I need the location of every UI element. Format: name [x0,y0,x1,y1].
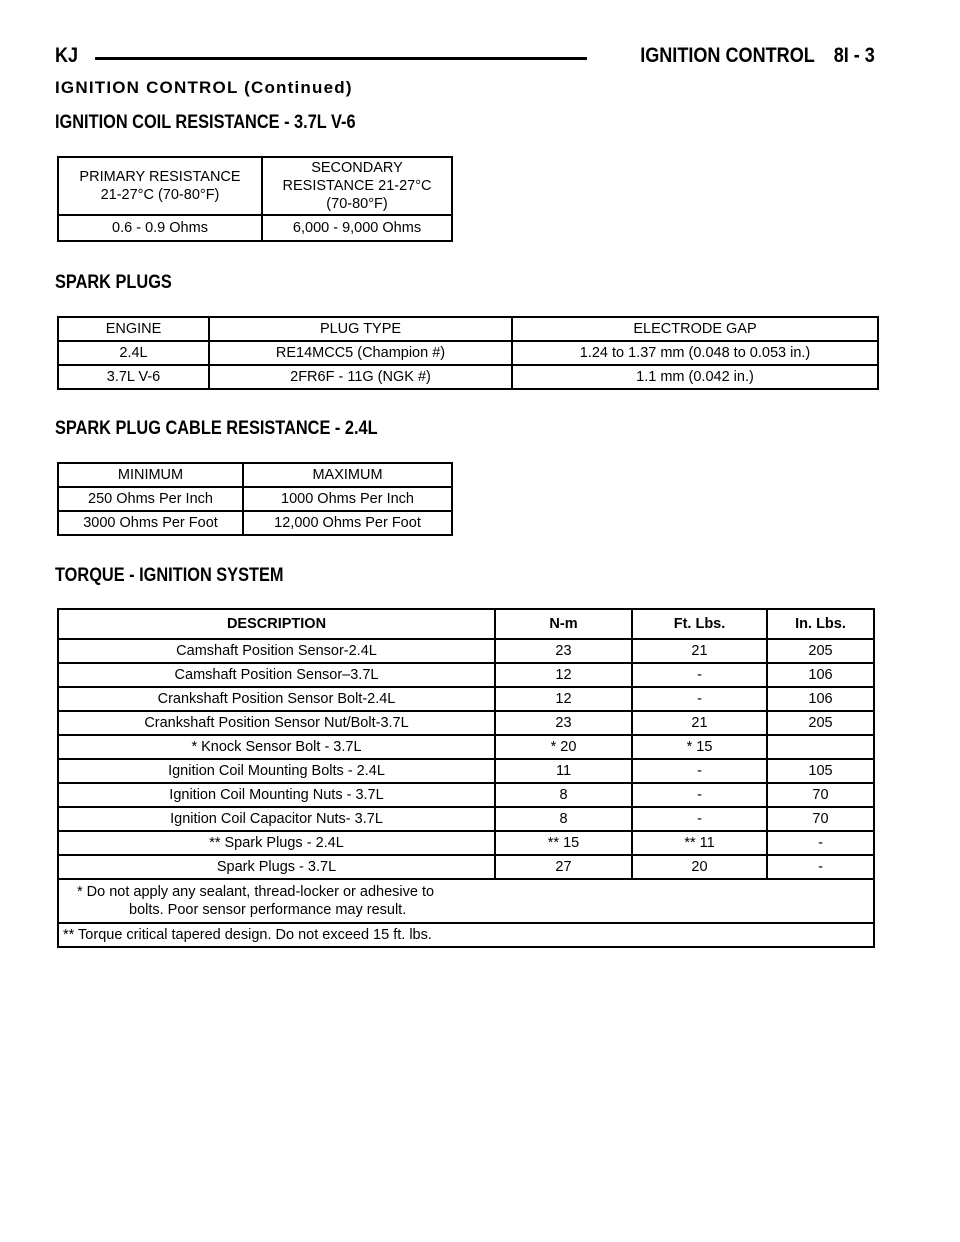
table-row [58,215,452,241]
table-cell: - [767,831,874,855]
header-cell: MAXIMUM [243,463,452,487]
cell-line: RESISTANCE 21-27°C [282,178,432,194]
torque-table [57,608,875,948]
table-row [58,639,874,663]
table-cell: 0.6 - 0.9 Ohms [58,215,262,241]
continued-title: IGNITION CONTROL (Continued) [55,78,353,97]
table-cell: 105 [767,759,874,783]
table-row [58,487,452,511]
header-cell: In. Lbs. [767,609,874,639]
table-cell: 106 [767,687,874,711]
table-cell: - [632,807,767,831]
header-cell: ENGINE [58,317,209,341]
header-cell: ELECTRODE GAP [512,317,878,341]
note-line: * Do not apply any sealant, thread-locker or adhesive to [77,884,435,900]
table-cell: Ignition Coil Capacitor Nuts- 3.7L [58,807,495,831]
header-cell [58,157,262,215]
table-cell: RE14MCC5 (Champion #) [209,341,512,365]
table-cell: 27 [495,855,632,879]
header-cell: Ft. Lbs. [632,609,767,639]
table-header-row [58,609,874,639]
header-page-number: 8I - 3 [833,44,875,67]
header-cell: PLUG TYPE [209,317,512,341]
table-row [58,341,878,365]
table-row [58,831,874,855]
table-cell: 70 [767,783,874,807]
table-cell [767,735,874,759]
table-cell: Crankshaft Position Sensor Nut/Bolt-3.7L [58,711,495,735]
page-header [55,44,875,72]
table-header-row [58,463,452,487]
torque-section-title: TORQUE - IGNITION SYSTEM [55,565,284,586]
table-row [58,783,874,807]
table-cell: 6,000 - 9,000 Ohms [262,215,452,241]
table-cell: - [632,663,767,687]
note-cell [58,879,874,923]
table-cell: ** Spark Plugs - 2.4L [58,831,495,855]
table-row [58,735,874,759]
table-cell: 8 [495,783,632,807]
table-cell: 23 [495,639,632,663]
spark-plugs-table [57,316,879,390]
header-cell [262,157,452,215]
table-cell: 11 [495,759,632,783]
table-cell: - [632,759,767,783]
table-row [58,365,878,389]
table-row [58,855,874,879]
header-right [640,44,875,68]
table-cell: 70 [767,807,874,831]
table-cell: 3.7L V-6 [58,365,209,389]
table-row [58,687,874,711]
table-cell: Ignition Coil Mounting Nuts - 3.7L [58,783,495,807]
table-cell: Camshaft Position Sensor-2.4L [58,639,495,663]
header-cell: MINIMUM [58,463,243,487]
table-cell: Crankshaft Position Sensor Bolt-2.4L [58,687,495,711]
table-cell: 3000 Ohms Per Foot [58,511,243,535]
table-note-row [58,923,874,947]
table-cell: - [632,783,767,807]
cable-resistance-table [57,462,453,536]
table-header-row [58,157,452,215]
table-cell: 106 [767,663,874,687]
table-cell: 21 [632,639,767,663]
table-cell: Spark Plugs - 3.7L [58,855,495,879]
header-cell: N-m [495,609,632,639]
coil-section-title: IGNITION COIL RESISTANCE - 3.7L V-6 [55,112,356,133]
table-row [58,663,874,687]
table-cell: 205 [767,639,874,663]
coil-resistance-table [57,156,453,242]
header-model: KJ [55,44,79,67]
table-cell: 21 [632,711,767,735]
table-cell: 250 Ohms Per Inch [58,487,243,511]
plugs-section-title: SPARK PLUGS [55,272,172,293]
table-header-row [58,317,878,341]
cell-line: PRIMARY RESISTANCE [79,169,241,185]
table-row [58,807,874,831]
table-cell: * Knock Sensor Bolt - 3.7L [58,735,495,759]
table-row [58,759,874,783]
cable-section-title: SPARK PLUG CABLE RESISTANCE - 2.4L [55,418,378,439]
table-cell: 1000 Ohms Per Inch [243,487,452,511]
table-cell: Ignition Coil Mounting Bolts - 2.4L [58,759,495,783]
table-cell: 12,000 Ohms Per Foot [243,511,452,535]
table-cell: 1.1 mm (0.042 in.) [512,365,878,389]
table-cell: ** 15 [495,831,632,855]
table-cell: 2.4L [58,341,209,365]
table-cell: 12 [495,663,632,687]
table-cell: 205 [767,711,874,735]
note-cell: ** Torque critical tapered design. Do not exceed 15 ft. lbs. [58,923,874,947]
header-cell: DESCRIPTION [58,609,495,639]
cell-line: SECONDARY [311,160,403,176]
table-note-row [58,879,874,923]
table-cell: * 15 [632,735,767,759]
table-cell: * 20 [495,735,632,759]
table-cell: 2FR6F - 11G (NGK #) [209,365,512,389]
table-row [58,511,452,535]
table-cell: 1.24 to 1.37 mm (0.048 to 0.053 in.) [512,341,878,365]
table-cell: - [767,855,874,879]
table-cell: ** 11 [632,831,767,855]
table-cell: 12 [495,687,632,711]
header-rule [95,57,587,60]
table-cell: 8 [495,807,632,831]
cell-line: 21-27°C (70-80°F) [100,187,220,203]
note-line: bolts. Poor sensor performance may result. [129,902,407,918]
table-cell: - [632,687,767,711]
header-section: IGNITION CONTROL [640,44,815,67]
table-row [58,711,874,735]
cell-line: (70-80°F) [326,196,388,212]
table-cell: 23 [495,711,632,735]
table-cell: Camshaft Position Sensor–3.7L [58,663,495,687]
table-cell: 20 [632,855,767,879]
